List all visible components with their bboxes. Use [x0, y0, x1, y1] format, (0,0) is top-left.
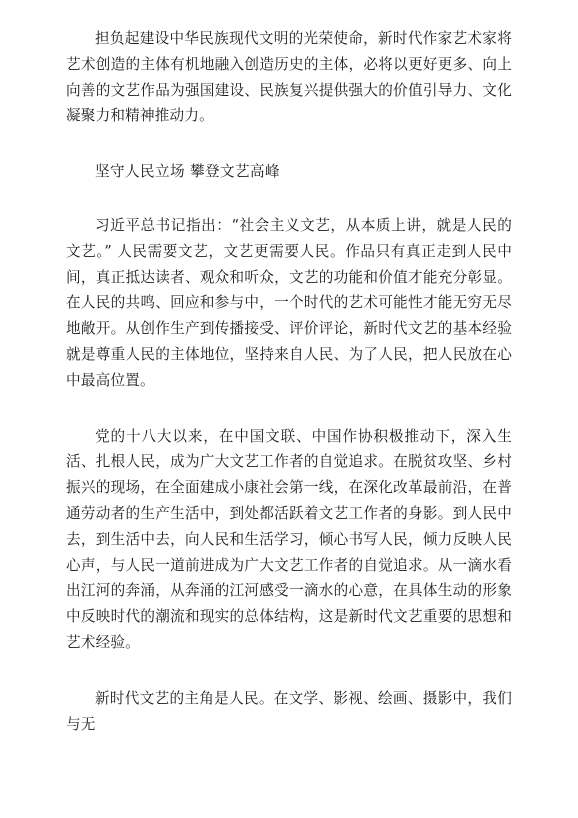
section-heading: 坚守人民立场 攀登文艺高峰: [95, 163, 280, 181]
paragraph-eighteenth-congress: 党的十八大以来，在中国文联、中国作协积极推动下，深入生活、扎根人民，成为广大文艺工作者的自觉追求。在脱贫攻坚、乡村振兴的现场，在全面建成小康社会第一线，在深化改革最前沿，在普通劳动者的生产生活中，到处都活跃着文艺工作者的身影。到人民中去，到生活中去，向人民和生活学习，倾心书写人民，倾力反映人民心声，与人民一道前进成为广大文艺工作者的自觉追求。从一滴水看出江河的奔涌，从奔涌的江河感受一滴水的心意，在具体生动的形象中反映时代的潮流和现实的总体结构，这是新时代文艺重要的思想和艺术经验。: [66, 427, 512, 651]
paragraph-people-literature: 习近平总书记指出：“社会主义文艺，从本质上讲，就是人民的文艺。” 人民需要文艺，文艺更需要人民。作品只有真正走到人民中间，真正抵达读者、观众和听众，文艺的功能和价值才能充分彰显。在人民的共鸣、回应和参与中，一个时代的艺术可能性才能无穷无尽地敞开。从创作生产到传播接受、评价评论，新时代文艺的基本经验就是尊重人民的主体地位，坚持来自人民、为了人民，把人民放在心中最高位置。: [66, 216, 512, 389]
paragraph-spacer: [66, 185, 512, 213]
paragraph-protagonist: 新时代文艺的主角是人民。在文学、影视、绘画、摄影中，我们与无: [66, 689, 512, 733]
paragraph-spacer: [66, 394, 512, 424]
paragraph-spacer: [66, 129, 512, 159]
paragraph-spacer: [66, 656, 512, 686]
paragraph-mission: 担负起建设中华民族现代文明的光荣使命，新时代作家艺术家将艺术创造的主体有机地融入创造历史的主体，必将以更好更多、向上向善的文艺作品为强国建设、民族复兴提供强大的价值引导力、文化凝聚力和精神推动力。: [66, 30, 512, 125]
